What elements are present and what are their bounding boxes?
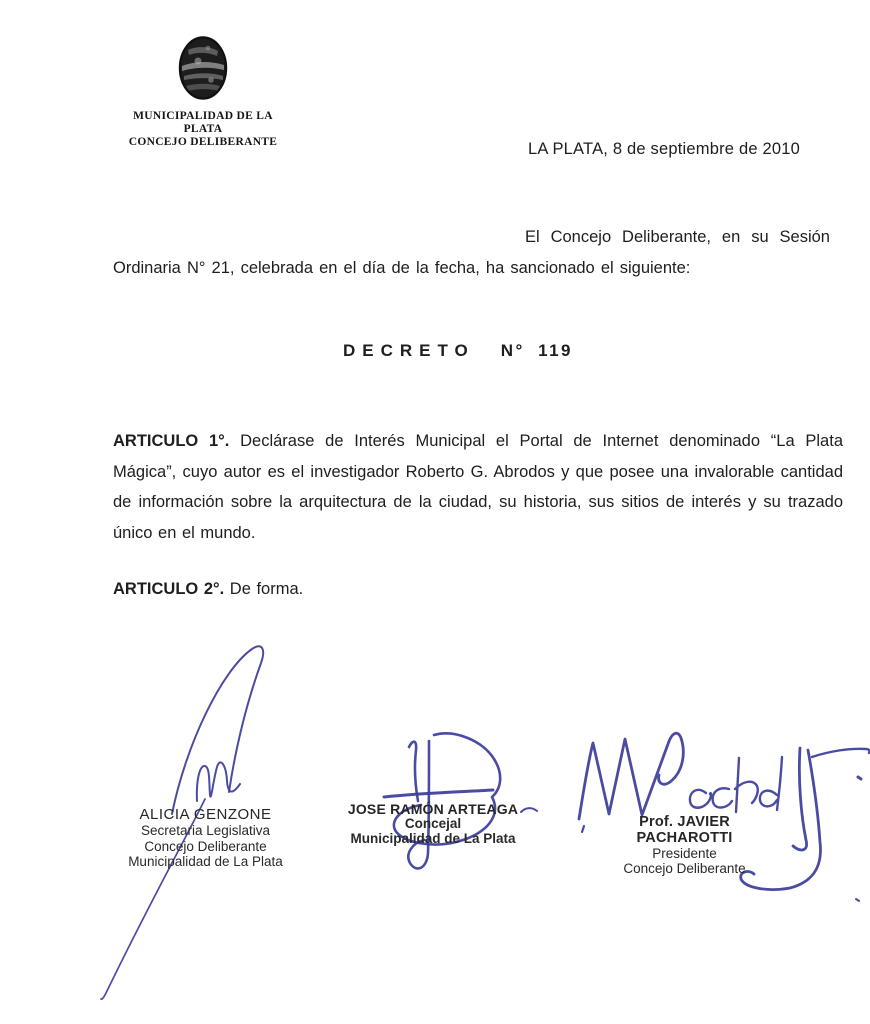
org-name-line2: CONCEJO DELIBERANTE [128,136,278,148]
decree-label: DECRETO [342,341,475,360]
decree-title [93,341,823,361]
signatory-role: Presidente [652,846,717,861]
article-1 [113,426,843,548]
article-1-text: Declárase de Interés Municipal el Portal de Internet denominado “La Plata Mágica”, cuyo autor es el investigador Roberto G. Abrodos y que posee una invalorable cantidad de información sobre la arquitectura de la ciudad, su historia, sus sitios de interés y su trazado único en el mundo. [113,432,843,542]
signature-block-genzone [118,806,293,870]
signatory-name: Prof. JAVIER PACHAROTTI [636,814,733,846]
signatory-role: Municipalidad de La Plata [350,830,516,846]
signatory-role: Concejo Deliberante [144,838,267,854]
article-2-text: De forma. [229,580,304,598]
signatory-role: Concejal [404,816,462,831]
signatory-name: ALICIA GENZONE [139,806,272,823]
signatory-name: JOSE RAMÓN ARTEAGA [347,801,519,817]
article-2 [113,574,843,605]
decree-number: N° 119 [500,341,574,360]
intro-paragraph: El Concejo Deliberante, en su Sesión Ordinaria N° 21, celebrada en el día de la fecha, ha sancionado el siguiente: [113,228,830,277]
signature-block-pacharotti [592,814,777,876]
org-name-line1: MUNICIPALIDAD DE LA PLATA [133,110,273,135]
signature-block-arteaga [338,801,528,846]
letterhead [118,36,288,149]
article-1-label: ARTICULO 1°. [113,432,230,450]
date-line: LA PLATA, 8 de septiembre de 2010 [528,140,800,158]
signatory-role: Secretaria Legislativa [140,823,271,838]
article-2-label: ARTICULO 2°. [113,580,225,598]
municipal-seal-icon [178,36,228,102]
signatory-role: Municipalidad de La Plata [128,854,283,869]
signatory-role: Concejo Deliberante [623,861,746,876]
